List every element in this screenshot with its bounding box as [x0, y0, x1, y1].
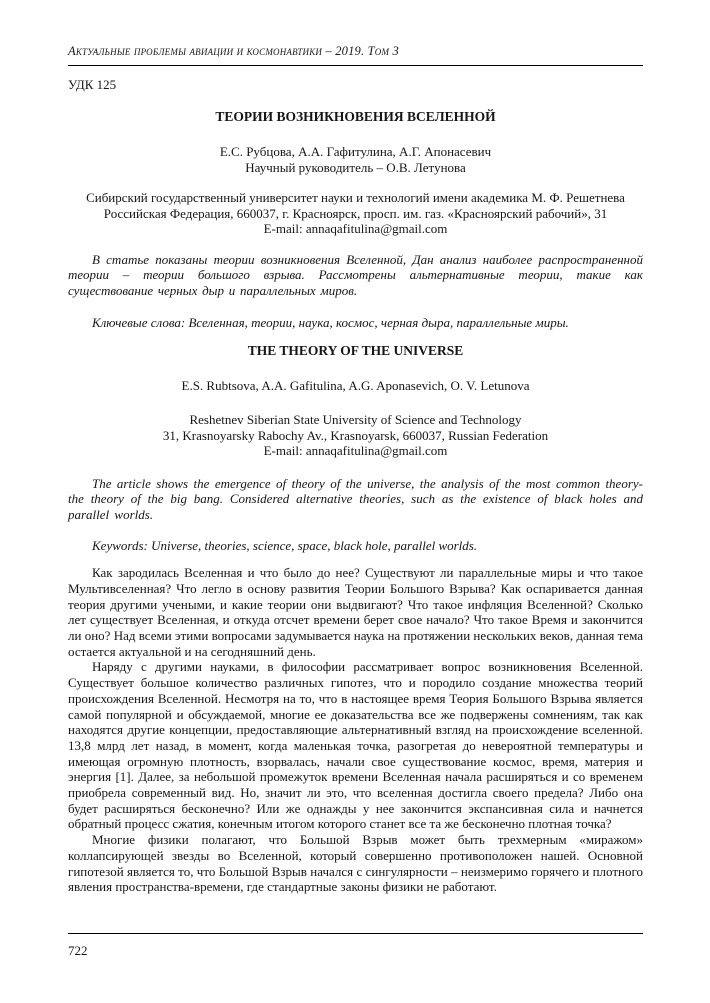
authors-block-ru	[68, 144, 643, 175]
affiliation-address-ru: Российская Федерация, 660037, г. Красноярск, просп. им. газ. «Красноярский рабочий», 31	[103, 205, 608, 221]
body-paragraph: Как зародилась Вселенная и что было до нее? Существуют ли параллельные миры и что такое Мультивселенная? Что легло в основу развития Теории Большого Взрыва? Как оспаривается данная теория другими учеными, и какие теории они выдвигают? Что такое инфляция Вселенной? Сколько лет существует Вселенная, и откуда отсчет времени берет свое начало? Что такое Время и закончится ли оно? Над всеми этими вопросами задумывается наука на протяжении нескольких веков, данная тема остается актуальной и на сегодняшний день.	[68, 565, 643, 659]
body-paragraph: Наряду с другими науками, в философии рассматривает вопрос возникновения Вселенной. Существует большое количество различных гипотез, что и породило создание множества теорий происхождения Вселенной. Несмотря на то, что в настоящее время Теория Большого Взрыва является самой популярной и обсуждаемой, многие ее доказательства все же подвержены сомнениям, так как находятся другие концепции, предоставляющие альтернативный взгляд на происхождение вселенной. 13,8 млрд лет назад, в момент, когда маленькая точка, разогретая до невероятной температуры и имеющая огромную плотность, взорвалась, начали свое существование космос, время, материя и энергия [1]. Далее, за небольшой промежуток времени Вселенная начала расширяться и со временем приобрела современный вид. Но, значит ли это, что вселенная достигла своего предела? Либо она будет расширяться бесконечно? Или же однажды у нее закончится экспансивная сила и начнется обратный процесс сжатия, конечным итогом которого станет все та же бесконечно плотная точка?	[68, 659, 643, 832]
body-paragraph: Многие физики полагают, что Большой Взрыв может быть трехмерным «миражом» коллапсирующей звезды во Вселенной, который совершенно противоположен нашей. Основной гипотезой является то, что Большой Взрыв начался с сингулярности – неизмеримо горячего и плотного явления пространства-времени, где стандартные законы физики не работают.	[68, 832, 643, 895]
keywords-en: Keywords: Universe, theories, science, space, black hole, parallel worlds.	[92, 537, 478, 553]
affiliation-university-ru: Сибирский государственный университет науки и технологий имени академика М. Ф. Решетнева	[86, 190, 625, 205]
affiliation-university-en: Reshetnev Siberian State University of Science and Technology	[189, 412, 522, 428]
keywords-ru: Ключевые слова: Вселенная, теории, наука, космос, черная дыра, параллельные миры.	[92, 314, 569, 330]
abstract-ru: В статье показаны теории возникновения Вселенной, Дан анализ наиболее распространенной теории – теории большого взрыва. Рассмотрены альтернативные теории, такие как существование черных дыр и параллельных миров.	[68, 251, 643, 298]
affiliation-email-ru: E-mail: annaqafitulina@gmail.com	[263, 221, 448, 236]
page-number: 722	[68, 943, 88, 958]
affiliation-block-en	[68, 412, 643, 459]
page-footer	[68, 933, 643, 959]
article-title-en: THE THEORY OF THE UNIVERSE	[247, 343, 464, 359]
authors-en: E.S. Rubtsova, A.A. Gafitulina, A.G. Aponasevich, O. V. Letunova	[181, 377, 530, 393]
article-body	[68, 565, 643, 895]
supervisor-ru: Научный руководитель – О.В. Летунова	[245, 159, 466, 175]
running-head: Актуальные проблемы авиации и космонавтики – 2019. Том 3	[68, 44, 399, 58]
header-rule	[68, 65, 643, 66]
authors-ru: Е.С. Рубцова, А.А. Гафитулина, А.Г. Апонасевич	[219, 144, 492, 159]
abstract-en: The article shows the emergence of theory of the universe, the analysis of the most common theory-the theory of the big bang. Considered alternative theories, such as the existence of black holes and parallel worlds.	[68, 475, 643, 523]
page-content	[68, 0, 643, 895]
affiliation-email-en: E-mail: annaqafitulina@gmail.com	[263, 443, 448, 459]
footer-rule	[68, 933, 643, 934]
article-title-ru: ТЕОРИИ ВОЗНИКНОВЕНИЯ ВСЕЛЕННОЙ	[215, 108, 496, 124]
udc-code: УДК 125	[68, 77, 117, 92]
authors-block-en	[68, 378, 643, 394]
affiliation-address-en: 31, Krasnoyarsky Rabochy Av., Krasnoyarsk, 660037, Russian Federation	[162, 427, 549, 443]
affiliation-block-ru	[68, 190, 643, 237]
